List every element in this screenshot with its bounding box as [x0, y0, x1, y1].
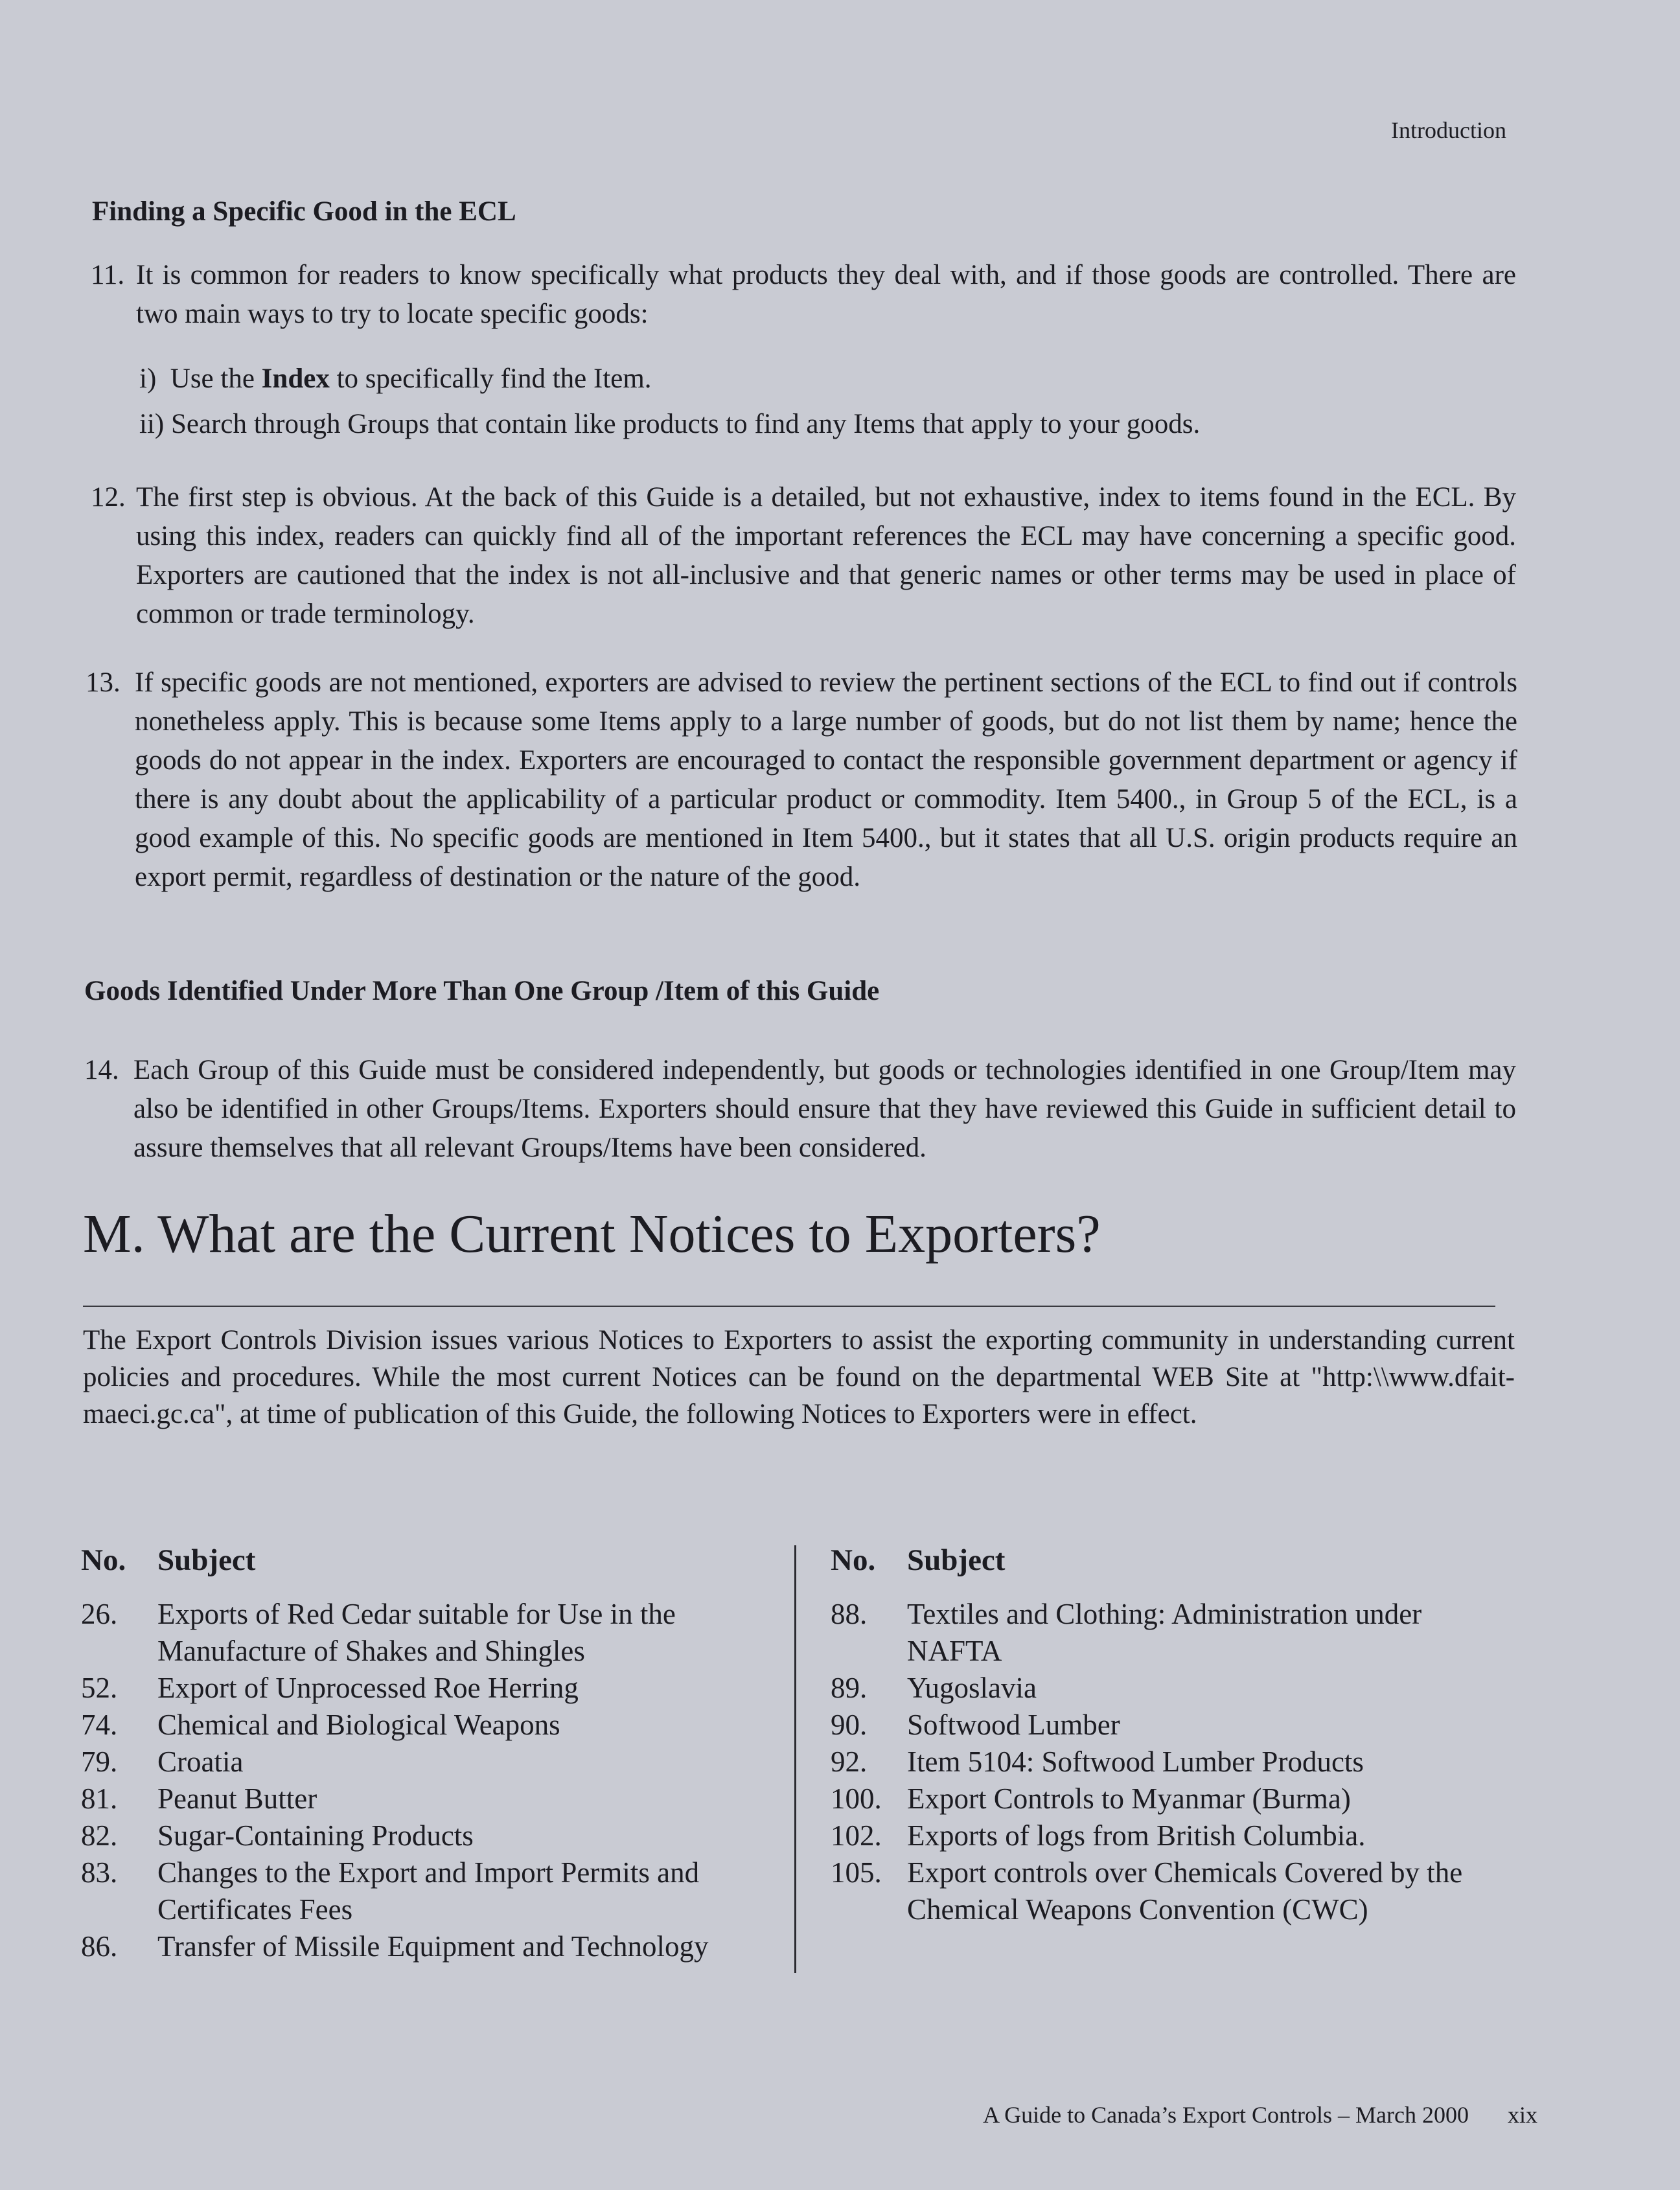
notice-row — [831, 1781, 1504, 1817]
notice-number: 105. — [831, 1856, 882, 1889]
paragraph-11-number: 11. — [91, 260, 125, 290]
notice-subject: Changes to the Export and Import Permits and Certificates Fees — [157, 1856, 700, 1926]
section-m-title: M. What are the Current Notices to Exporters? — [83, 1204, 1101, 1264]
notice-row — [81, 1817, 768, 1854]
paragraph-13 — [86, 663, 1517, 897]
paragraph-14-number: 14. — [84, 1055, 119, 1085]
notice-number: 92. — [831, 1746, 868, 1778]
notice-subject: Export of Unprocessed Roe Herring — [157, 1672, 579, 1704]
notice-number: 100. — [831, 1782, 882, 1815]
notices-header-left — [81, 1542, 768, 1579]
notices-column-left — [81, 1542, 768, 1965]
paragraph-11-text: It is common for readers to know specifically what products they deal with, and if those goods are controlled. There are two main ways to try to locate specific goods: — [136, 260, 1516, 329]
paragraph-14 — [84, 1051, 1516, 1168]
notice-row — [81, 1744, 768, 1781]
notice-number: 102. — [831, 1819, 882, 1852]
notice-row — [81, 1670, 768, 1707]
column-no-header: No. — [81, 1543, 126, 1577]
notice-row — [81, 1707, 768, 1744]
section-divider — [83, 1306, 1495, 1307]
column-subject-header: Subject — [157, 1543, 256, 1577]
notice-subject: Yugoslavia — [907, 1672, 1037, 1704]
paragraph-13-text: If specific goods are not mentioned, exporters are advised to review the pertinent sections of the ECL to find out if controls nonetheless apply. This is because some Items apply to a large number of goods, but do not list them by name; hence the goods do not appear in the index. Exporters are encouraged to contact the responsible government department or agency if there is any doubt about the applicability of a particular product or commodity. Item 5400., in Group 5 of the ECL, is a good example of this. No specific goods are mentioned in Item 5400., but it states that all U.S. origin products require an export permit, regardless of destination or the nature of the good. — [135, 667, 1517, 892]
notice-subject: Exports of Red Cedar suitable for Use in the Manufacture of Shakes and Shingles — [157, 1598, 676, 1667]
page-footer — [983, 2101, 1537, 2128]
notice-row — [81, 1854, 768, 1928]
notice-number: 88. — [831, 1598, 868, 1630]
notice-number: 89. — [831, 1672, 868, 1704]
paragraph-13-number: 13. — [86, 667, 121, 698]
notice-subject: Export Controls to Myanmar (Burma) — [907, 1782, 1351, 1815]
notices-header-right — [831, 1542, 1504, 1579]
column-subject-header: Subject — [907, 1543, 1006, 1577]
running-header: Introduction — [1391, 117, 1506, 143]
notice-number: 86. — [81, 1930, 118, 1963]
notice-subject: Textiles and Clothing: Administration under NAFTA — [907, 1598, 1422, 1667]
notice-row — [831, 1596, 1504, 1670]
method-index: i) Use the Index to specifically find the Item. — [139, 363, 652, 394]
notice-number: 82. — [81, 1819, 118, 1852]
footer-guide-title: A Guide to Canada’s Export Controls – March 2000 — [983, 2102, 1469, 2128]
index-term: Index — [261, 363, 330, 394]
column-divider — [794, 1545, 796, 1973]
paragraph-12 — [91, 478, 1516, 634]
page-number: xix — [1507, 2102, 1537, 2128]
notice-number: 52. — [81, 1672, 118, 1704]
paragraph-12-text: The first step is obvious. At the back of this Guide is a detailed, but not exhaustive, index to items found in the ECL. By using this index, readers can quickly find all of the important references the ECL may have concerning a specific good. Exporters are cautioned that the index is not all-inclusive and that generic names or other terms may be used in place of common or trade terminology. — [136, 482, 1516, 629]
notice-subject: Sugar-Containing Products — [157, 1819, 474, 1852]
heading-goods-multiple-groups: Goods Identified Under More Than One Group /Item of this Guide — [84, 976, 880, 1006]
notice-subject: Exports of logs from British Columbia. — [907, 1819, 1366, 1852]
section-m-intro: The Export Controls Division issues various Notices to Exporters to assist the exporting community in understanding current policies and procedures. While the most current Notices can be found on the departmental WEB Site at "http:\\www.dfait-maeci.gc.ca", at time of publication of this Guide, the following Notices to Exporters were in effect. — [83, 1325, 1515, 1429]
notice-subject: Item 5104: Softwood Lumber Products — [907, 1746, 1364, 1778]
notice-row — [81, 1781, 768, 1817]
paragraph-14-text: Each Group of this Guide must be considered independently, but goods or technologies identified in one Group/Item may also be identified in other Groups/Items. Exporters should ensure that they have reviewed this Guide in sufficient detail to assure themselves that all relevant Groups/Items have been considered. — [133, 1055, 1516, 1163]
notice-row — [831, 1854, 1504, 1928]
paragraph-12-number: 12. — [91, 482, 126, 513]
notice-subject: Transfer of Missile Equipment and Technology — [157, 1930, 709, 1963]
notice-number: 26. — [81, 1598, 118, 1630]
notice-subject: Peanut Butter — [157, 1782, 317, 1815]
method-search-groups: ii) Search through Groups that contain like products to find any Items that apply to your goods. — [139, 409, 1201, 439]
notice-row — [831, 1670, 1504, 1707]
notice-row — [81, 1596, 768, 1670]
notice-row — [831, 1744, 1504, 1781]
paragraph-11 — [91, 256, 1516, 334]
notices-column-right — [831, 1542, 1504, 1928]
notice-subject: Softwood Lumber — [907, 1709, 1120, 1741]
locate-methods-list — [139, 356, 1500, 447]
notice-subject: Chemical and Biological Weapons — [157, 1709, 560, 1741]
notice-subject: Croatia — [157, 1746, 244, 1778]
notice-subject: Export controls over Chemicals Covered by the Chemical Weapons Convention (CWC) — [907, 1856, 1463, 1926]
column-no-header: No. — [831, 1543, 876, 1577]
notice-row — [81, 1928, 768, 1965]
notice-number: 74. — [81, 1709, 118, 1741]
notice-row — [831, 1817, 1504, 1854]
notice-number: 90. — [831, 1709, 868, 1741]
notice-number: 83. — [81, 1856, 118, 1889]
notice-number: 81. — [81, 1782, 118, 1815]
notice-row — [831, 1707, 1504, 1744]
notice-number: 79. — [81, 1746, 118, 1778]
heading-finding-good: Finding a Specific Good in the ECL — [92, 196, 516, 227]
